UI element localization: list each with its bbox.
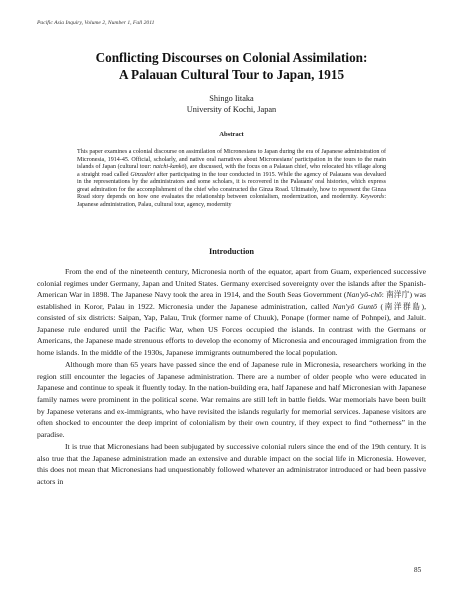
abstract-heading: Abstract <box>219 131 244 138</box>
para1-part-a: From the end of the nineteenth century, Micronesia north of the equator, apart from Guam, experienced successive colonial regimes under Germany, Japan and United States. Germany exercised sovereignty over the islands after the Spanish-American War in 1898. The Japanese Navy took the area in 1914, and the South Seas Government ( <box>37 267 426 300</box>
author-name: Shingo Iitaka <box>209 94 254 103</box>
title-line-2: A Palauan Cultural Tour to Japan, 1915 <box>118 67 345 82</box>
body-paragraph-2: Although more than 65 years have passed since the end of Japanese rule in Micronesia, researchers working in the region still encounter the legacies of Japanese administration. There are a number of older people who were educated in Japanese and continue to speak it fluently today. In the nation-building era, half Japanese and half Micronesian with Japanese family names were prominent in the political scene. War remains are still left in battle fields. War memorials have been built by Japanese veterans and ex-immigrants, who have revisited the islands regularly for memorial services. Japanese visitors are often shocked to encounter the deep imprint of colonialism by their own country, if they expect to find “otherness” in the paradise. <box>37 360 426 439</box>
page-number: 85 <box>414 566 422 574</box>
kanji-nanyo-gunto: (南洋群島) <box>377 301 425 311</box>
author-affiliation: University of Kochi, Japan <box>186 105 277 114</box>
body-paragraph-1 <box>37 266 426 358</box>
abstract-part-3: after participating in the tour conducted in 1915. While the agency of Palauans was devalued in the representations by the administrators and some scholars, it is recovered in the Palauans' oral histories, which express great admiration for the accomplishment of the chief who constructed the Ginza Road. Ultimately, how to represent the Ginza Road story depends on how one evaluates the relationship between colonialism, modernization, and modernity. <box>77 171 386 200</box>
running-head: Pacific Asia Inquiry, Volume 2, Number 1, Fall 2011 <box>37 20 155 26</box>
author-block <box>0 93 463 115</box>
keywords-label: Keywords <box>360 194 385 200</box>
body-text <box>37 266 426 488</box>
title-line-1: Conflicting Discourses on Colonial Assimilation: <box>95 50 368 65</box>
body-paragraph-3: It is true that Micronesians had been subjugated by successive colonial rulers since the end of the 19th century. It is also true that the Japanese administration made an extensive and durable impact on the social life in Micronesia. However, this does not mean that Micronesians had unquestionably followed whatever an administrator introduced or had been passive actors in <box>37 442 426 486</box>
para1-part-c: , consisted of six districts: Saipan, Yap, Palau, Truk (former name of Chuuk), Ponape (former name of Pohnpei), and Jaluit. Japanese rule endured until the Pacific War, when US Forces occupied the islands. In contrast with the Germans or Americans, the Japanese made strenuous efforts to develop the economy of Micronesia and encouraged immigration from the home islands. In the middle of the 1930s, Japanese immigrants outnumbered the local population. <box>37 301 427 357</box>
abstract-part-1: This paper examines a colonial discourse on assimilation of Micronesians to Japan during the era of Japanese administration of Micronesia, 1914-45. Official, scholarly, and native oral narratives about Micronesians' participation in the tours to the main islands of Japan (cultural tour: <box>77 149 386 170</box>
term-nanyo-cho: Nan'yō-chō <box>346 290 382 300</box>
para1-part-b: ) was established in Koror, Palau in 1922. Micronesia under the Japanese administration, called <box>37 290 427 311</box>
term-nanyo-gunto: Nan'yō Guntō <box>332 301 377 311</box>
introduction-heading: Introduction <box>208 247 255 256</box>
abstract-term-ginzadori: Ginzadōri <box>130 171 155 178</box>
paper-title <box>0 49 463 83</box>
abstract-part-2: ), are discussed, with the focus on a Palauan chief, who relocated his village along a straight road called <box>77 164 386 178</box>
abstract-term-naichi-kanko: naichi-kankō <box>152 164 185 170</box>
kanji-nanyo-cho: : 南洋庁 <box>381 290 410 300</box>
keywords-list: : Japanese administration, Palau, cultural tour, agency, modernity <box>77 194 386 208</box>
abstract-text <box>77 149 386 209</box>
